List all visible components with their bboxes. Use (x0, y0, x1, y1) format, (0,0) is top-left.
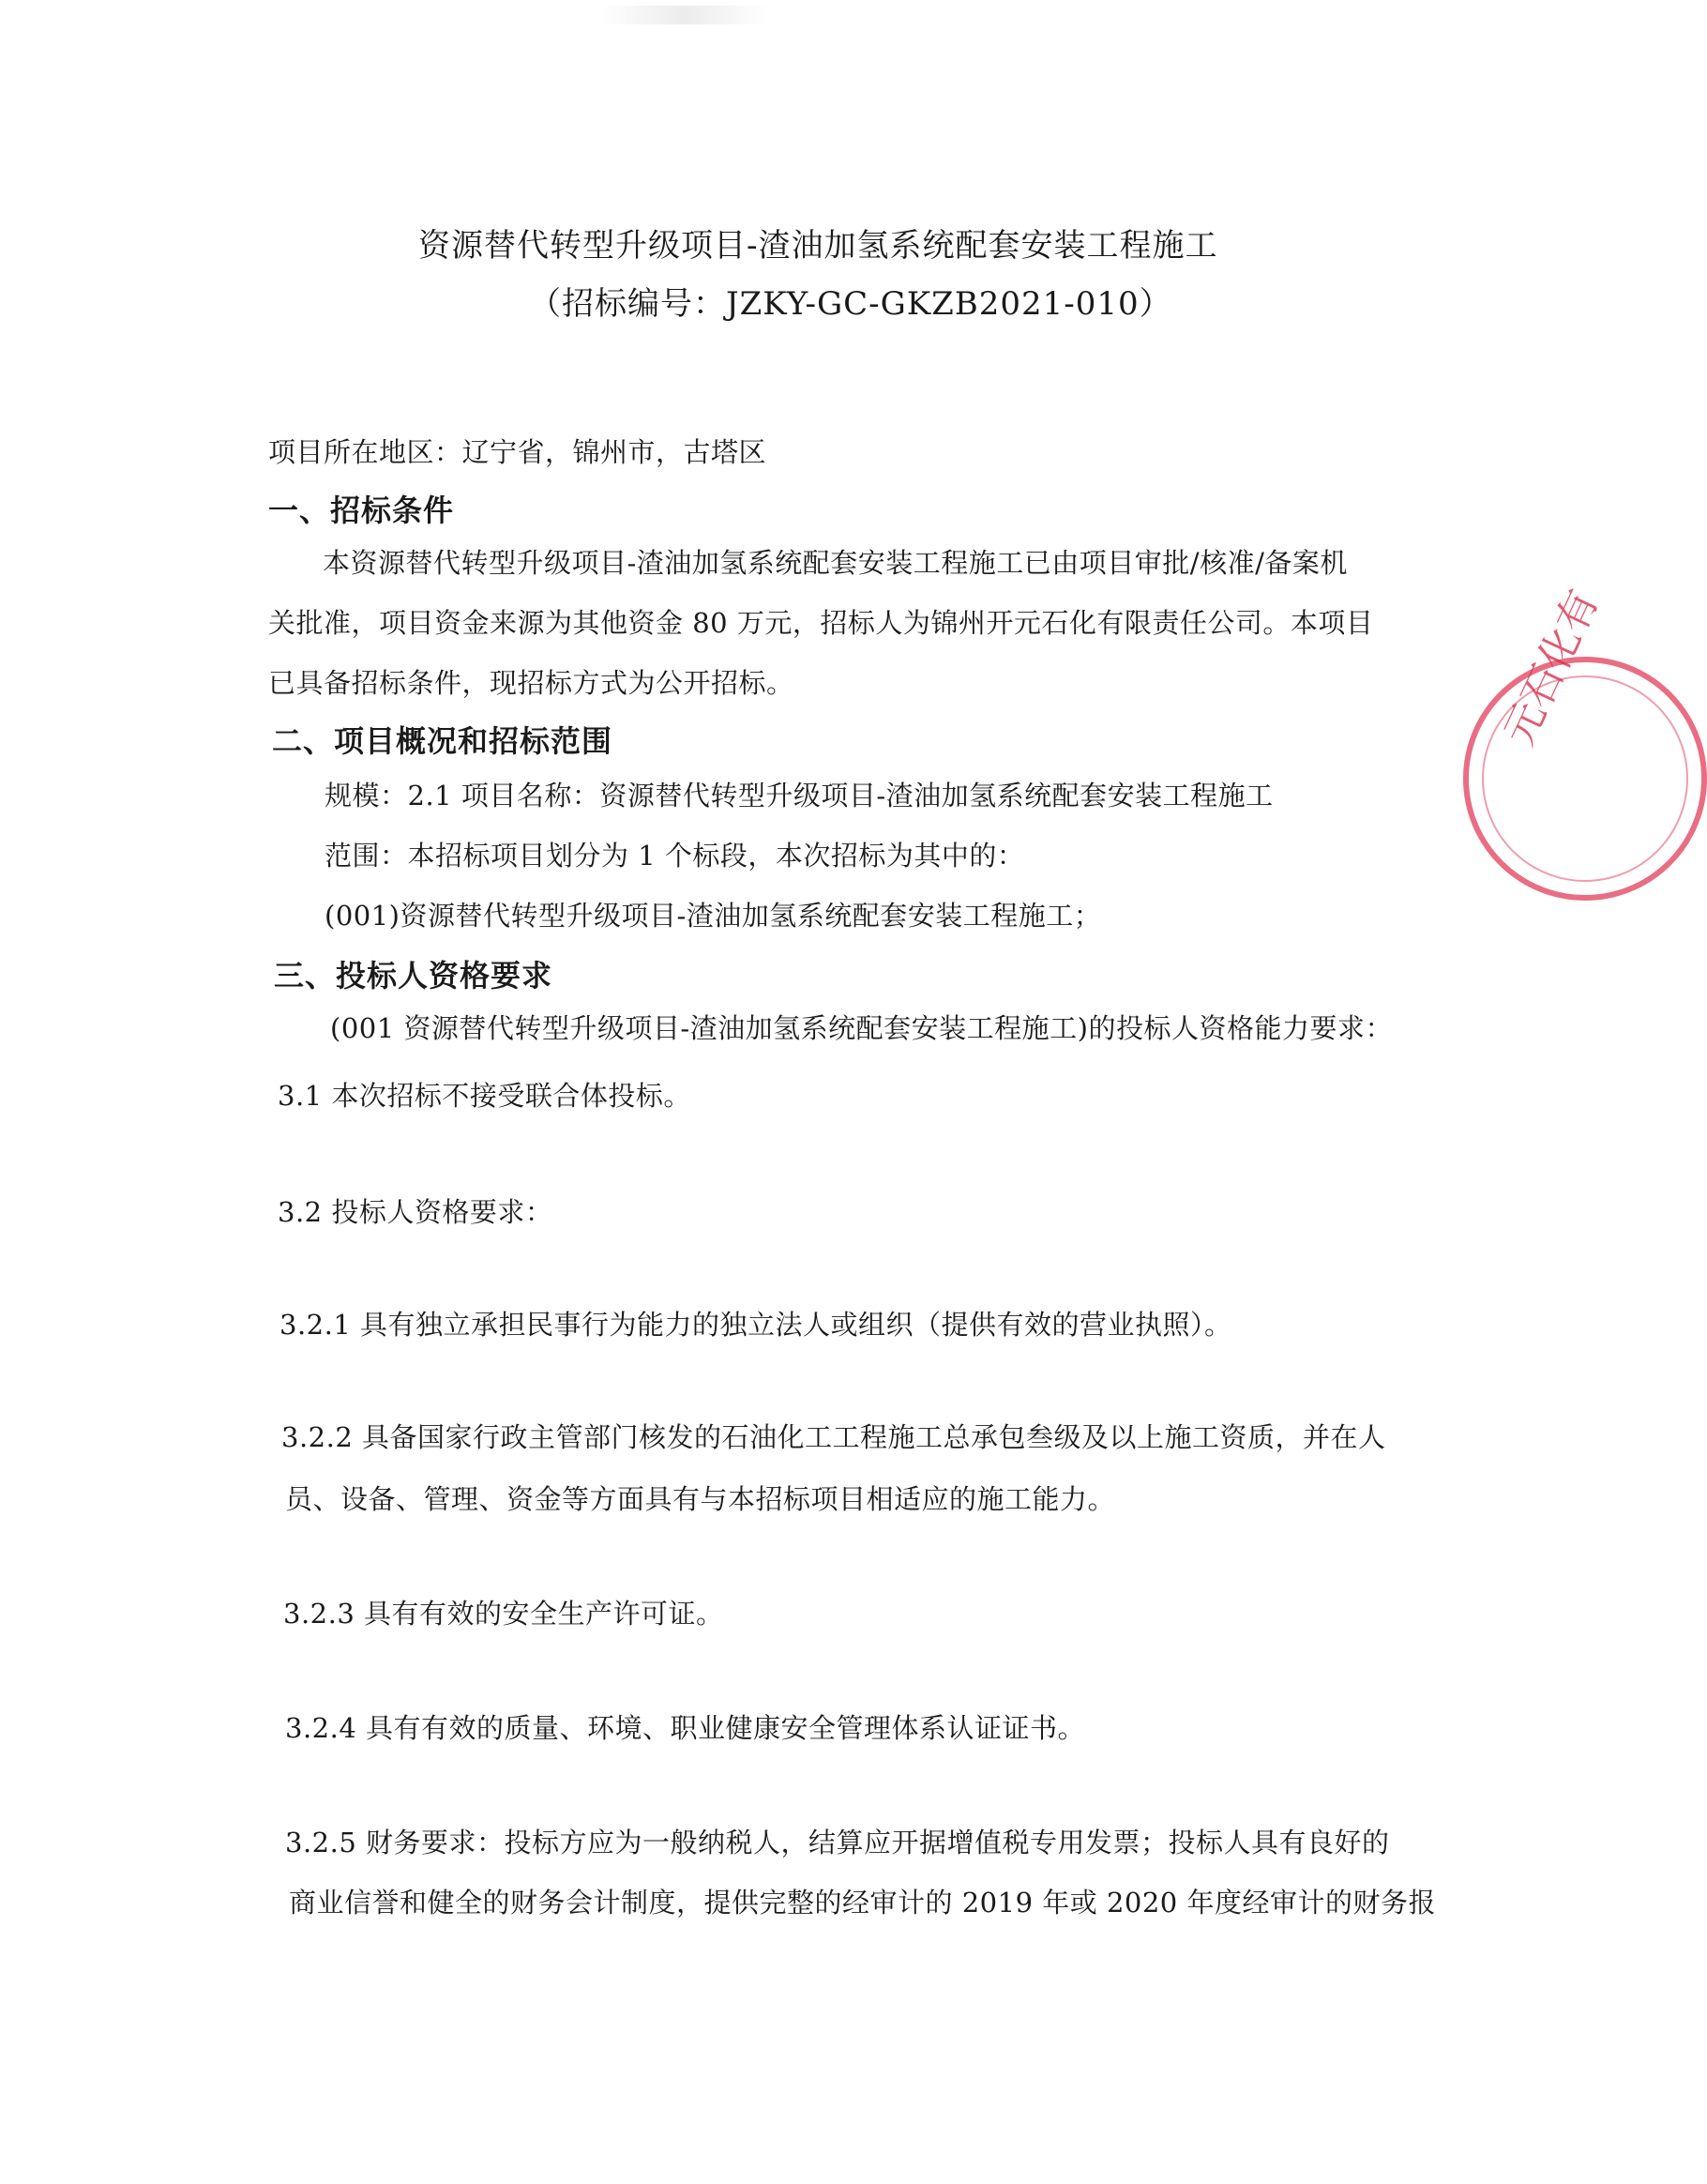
section3-intro: (001 资源替代转型升级项目-渣油加氢系统配套安装工程施工)的投标人资格能力要求： (330, 1012, 1393, 1044)
project-location: 项目所在地区：辽宁省，锦州市，古塔区 (268, 436, 767, 468)
item-3-2-5-line-1: 3.2.5 财务要求：投标方应为一般纳税人，结算应开据增值税专用发票；投标人具有良好的 (285, 1827, 1390, 1858)
item-3-2-2-line-1: 3.2.2 具备国家行政主管部门核发的石油化工工程施工总承包叁级及以上施工资质，并在人 (281, 1421, 1386, 1453)
section2-line-2: 范围：本招标项目划分为 1 个标段，本次招标为其中的： (325, 840, 1025, 872)
item-3-1: 3.1 本次招标不接受联合体投标。 (278, 1080, 691, 1112)
company-seal-stamp (1463, 583, 1707, 901)
scan-artifact (600, 6, 769, 24)
section2-line-3: (001)资源替代转型升级项目-渣油加氢系统配套安装工程施工； (325, 900, 1102, 932)
item-3-2-5-line-2: 商业信誉和健全的财务会计制度，提供完整的经审计的 2019 年或 2020 年度经审计的财务报 (289, 1887, 1436, 1919)
item-3-2-2-line-2: 员、设备、管理、资金等方面具有与本招标项目相适应的施工能力。 (285, 1483, 1116, 1515)
section-heading-2: 二、项目概况和招标范围 (272, 723, 613, 759)
section1-line-3: 已具备招标条件，现招标方式为公开招标。 (268, 667, 794, 699)
document-subtitle: （招标编号：JZKY-GC-GKZB2021-010） (529, 285, 1172, 323)
item-3-2: 3.2 投标人资格要求： (278, 1196, 553, 1228)
document-title: 资源替代转型升级项目-渣油加氢系统配套安装工程施工 (418, 227, 1218, 265)
item-3-2-3: 3.2.3 具有有效的安全生产许可证。 (283, 1598, 724, 1630)
section-heading-3: 三、投标人资格要求 (274, 958, 553, 993)
item-3-2-4: 3.2.4 具有有效的质量、环境、职业健康安全管理体系认证证书。 (285, 1712, 1086, 1744)
section1-line-2: 关批准，项目资金来源为其他资金 80 万元，招标人为锦州开元石化有限责任公司。本项目 (268, 607, 1374, 639)
section1-line-1: 本资源替代转型升级项目-渣油加氢系统配套安装工程施工已由项目审批/核准/备案机 (323, 547, 1348, 579)
section2-line-1: 规模：2.1 项目名称：资源替代转型升级项目-渣油加氢系统配套安装工程施工 (325, 780, 1274, 811)
section-heading-1: 一、招标条件 (268, 493, 455, 528)
seal-text: 元石化有 (1494, 583, 1609, 753)
item-3-2-1: 3.2.1 具有独立承担民事行为能力的独立法人或组织（提供有效的营业执照）。 (279, 1309, 1232, 1341)
